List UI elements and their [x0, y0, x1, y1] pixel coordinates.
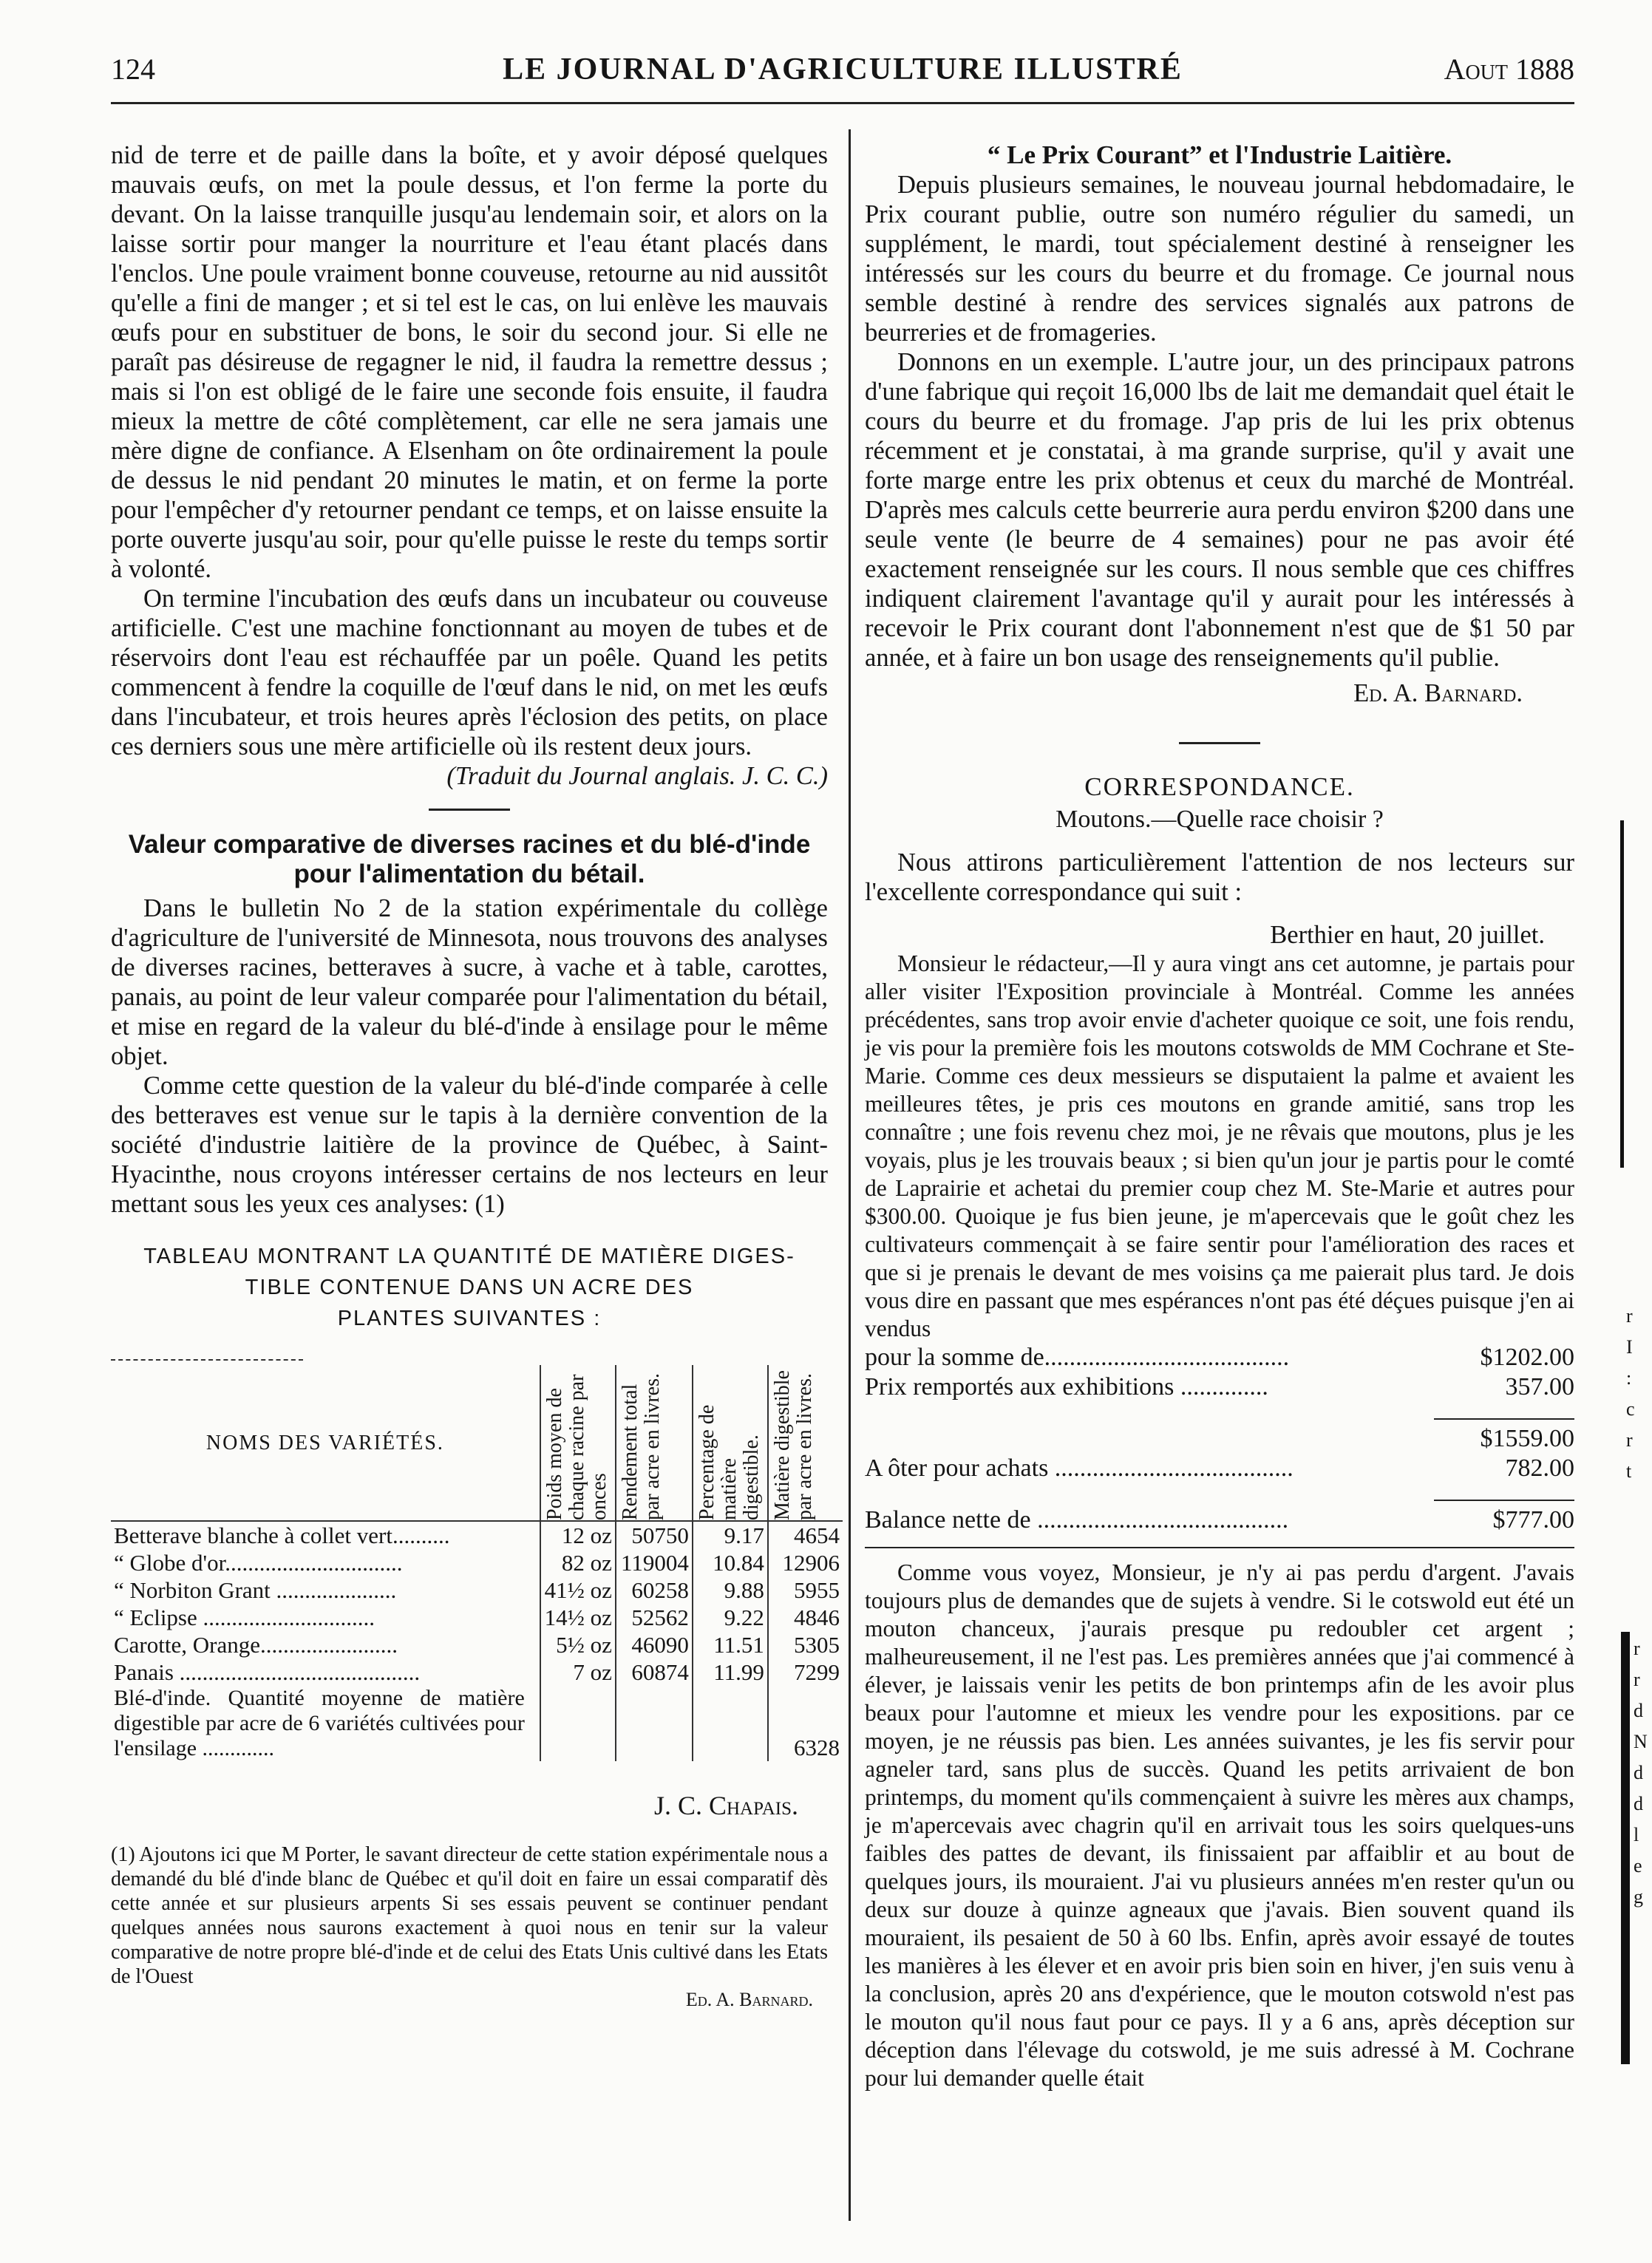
ledger-row-prizes	[865, 1372, 1574, 1402]
ledger-sales-amount: $1202.00	[1480, 1344, 1574, 1371]
cell-weight: 41½ oz	[540, 1576, 616, 1604]
ledger-sales-label: pour la somme de.......................................	[865, 1344, 1290, 1371]
cell-pct: 11.51	[693, 1631, 768, 1658]
table-title-line-3: PLANTES SUIVANTES :	[337, 1307, 602, 1330]
journal-title: LE JOURNAL D'AGRICULTURE ILLUSTRÉ	[503, 52, 1183, 86]
margin-fragment: N	[1634, 1731, 1648, 1752]
prix-courant-signature: Ed. A. Barnard.	[1353, 679, 1523, 707]
separator-rule	[429, 809, 510, 811]
table-title	[111, 1241, 828, 1334]
ledger-purchases-label: A ôter pour achats ......................................	[865, 1454, 1294, 1482]
header-digestible-text: Matière digestible par acre en livres.	[770, 1370, 816, 1520]
table-title-line-1: TABLEAU MONTRANT LA QUANTITÉ DE MATIÈRE DIGES-	[143, 1245, 795, 1268]
ledger-row-sales	[865, 1343, 1574, 1372]
margin-fragment: t	[1626, 1460, 1632, 1482]
letter-paragraph-2: Comme vous voyez, Monsieur, je n'y ai pas perdu d'argent. J'avais toujours plus de demandes que de sujets à vendre. Si le cotswold eut été un mouton chanceux, j'aurais presque pu redoubler cet argent ; malheureusement, il ne l'est pas. Les premières années que j'ai commencé à élever, je laissais venir les petits de bon printemps afin de les avoir plus beaux pour l'automne et mieux les vendre pour les expositions. par ce moyen, je ne réussis pas bien. Les années suivantes, je les fis servir pour agneler tard, sans plus de succès. Quand les petits arrivaient de bon printemps, du moment qu'ils commençaient à suivre les mères aux champs, je m'apercevais avec chagrin qu'il en arrivait tous les soirs quelques-uns faibles des pattes de devant, ils finissaient par affaiblir et au bout de quelques jours, ils mouraient. J'ai vu plusieurs années m'en rester qu'un ou deux sur douze à quinze agneaux que j'avais. Bien souvent quand ils mouraient, ils pesaient de 50 à 60 lbs. Enfin, après avoir essayé de toutes les manières à les élever et en avoir pris bien soin en hiver, j'en suis venu à la conclusion, après 20 ans d'expérience, que le mouton cotswold n'est pas le mouton qu'il nous faut pour ce pays. Il y a 6 ans, après déception sur déception dans l'élevage du cotswold, je me suis adressé à M. Cochrane pour lui demander quelle était	[865, 1559, 1574, 2091]
header-percentage	[693, 1365, 768, 1521]
corn-row-value: 6328	[768, 1686, 843, 1761]
ledger-row-purchases	[865, 1454, 1574, 1483]
ledger-prizes-label: Prix remportés aux exhibitions ..............	[865, 1373, 1268, 1401]
article-paragraph-1: Dans le bulletin No 2 de la station expérimentale du collège d'agriculture de l'université de Minnesota, nous trouvons des analyses de diverses racines, betteraves à sucre, à vache et à table, carottes, panais, au point de leur valeur comparée pour l'alimentation du bétail, et mise en regard de la valeur du blé-d'inde à ensilage pour le même objet.	[111, 894, 828, 1070]
cell-digestible: 4654	[768, 1521, 843, 1549]
margin-fragment: r	[1626, 1429, 1633, 1451]
ledger-prizes-amount: 357.00	[1505, 1373, 1574, 1401]
margin-fragment: r	[1626, 1305, 1633, 1327]
cell-yield: 46090	[616, 1631, 693, 1658]
cell-name: Carotte, Orange........................	[114, 1632, 398, 1658]
digestible-matter-table	[111, 1365, 843, 1761]
table-body	[111, 1521, 843, 1686]
cell-weight: 12 oz	[540, 1521, 616, 1549]
continuation-paragraph-1: nid de terre et de paille dans la boîte, et y avoir déposé quelques mauvais œufs, on met la poule dessus, et l'on ferme la porte du devant. On la laisse tranquille jusqu'au lendemain soir, et alors on la laisse sortir pour manger la nourriture et l'eau étant placés dans l'enclos. Une poule vraiment bonne couveuse, retourne au nid aussitôt qu'elle a fini de manger ; et si tel est le cas, on lui enlève les mauvais œufs pour en substituer de bons, le soir du second jour. Si elle ne paraît pas désireuse de regagner le nid, il faudra la remettre dessus ; mais si l'on est obligé de le faire une seconde fois ensuite, il faudra mieux la mettre de côté complètement, car elle ne sera jamais une mère digne de confiance. A Elsenham on ôte ordinairement la poule de dessus le nid pendant 20 minutes le matin, et on ferme la porte pour l'empêcher d'y retourner pendant ce temps, et on laisse ensuite la porte ouverte jusqu'au soir, pour qu'elle puisse le reste du temps sortir à volonté.	[111, 141, 828, 583]
cell-pct: 9.22	[693, 1604, 768, 1631]
footnote: (1) Ajoutons ici que M Porter, le savant directeur de cette station expérimentale nous a demandé du blé d'inde blanc de Québec et qu'il doit en faire un essai comparatif dès cette année et sur plusieurs arpents Si ses essais peuvent se continuer pendant quelques années nous saurons exactement à quoi nous en tenir sur la valeur comparative de notre propre blé-d'inde et de celui des Etats Unis cultivé dans les Etats de l'Ouest	[111, 1843, 828, 1988]
cell-digestible: 7299	[768, 1658, 843, 1686]
table-row	[111, 1658, 843, 1686]
article-title: Valeur comparative de diverses racines et du blé-d'inde pour l'alimentation du bétail.	[128, 830, 811, 888]
margin-fragment: e	[1634, 1855, 1642, 1876]
margin-fragment: r	[1634, 1669, 1640, 1690]
left-column	[111, 140, 840, 2011]
margin-bar	[1620, 820, 1624, 1168]
cell-digestible: 12906	[768, 1549, 843, 1576]
ledger-rule-3	[865, 1547, 1574, 1548]
cell-yield: 52562	[616, 1604, 693, 1631]
cell-weight: 7 oz	[540, 1658, 616, 1686]
footnote-signature: Ed. A. Barnard.	[685, 1989, 813, 2010]
header-weight-text: Poids moyen de chaque racine par onces	[543, 1374, 611, 1520]
cell-name: “ Eclipse ..............................	[114, 1604, 375, 1630]
ledger-balance-label: Balance nette de ........................................	[865, 1506, 1289, 1534]
cell-digestible: 5305	[768, 1631, 843, 1658]
header-yield	[616, 1365, 693, 1521]
article-signature: J. C. Chapais.	[653, 1791, 798, 1820]
margin-fragment: d	[1634, 1793, 1643, 1814]
cell-name: Betterave blanche à collet vert..........	[111, 1521, 540, 1549]
article-paragraph-2: Comme cette question de la valeur du blé-d'inde comparée à celle des betteraves est venue sur le tapis à la dernière convention de la société d'industrie laitière de la province de Québec, à Saint-Hyacinthe, nous croyons intéresser certains de nos lecteurs en leur mettant sous les yeux ces analyses: (1)	[111, 1072, 828, 1218]
cell-digestible: 5955	[768, 1576, 843, 1604]
margin-fragment: c	[1626, 1398, 1635, 1420]
table-title-line-2: TIBLE CONTENUE DANS UN ACRE DES	[245, 1276, 694, 1299]
cell-pct: 9.88	[693, 1576, 768, 1604]
cell-pct: 10.84	[693, 1549, 768, 1576]
letter-dateline: Berthier en haut, 20 juillet.	[1270, 921, 1545, 949]
continuation-paragraph-2: On termine l'incubation des œufs dans un incubateur ou couveuse artificielle. C'est une machine fonctionnant au moyen de tubes et de réservoirs dont l'eau est réchauffée par un poêle. Quand les petits commencent à fendre la coquille de l'œuf dans le nid, on met les œufs dans l'incubateur, et trois heures après l'éclosion des petits, on place ces derniers sous une mère artificielle où ils restent deux jours.	[111, 585, 828, 760]
table-row-corn	[111, 1686, 843, 1761]
header-rule	[111, 102, 1574, 104]
translation-credit: (Traduit du Journal anglais. J. C. C.)	[446, 762, 828, 790]
cell-weight: 14½ oz	[540, 1604, 616, 1631]
header-yield-text: Rendement total par acre en livres.	[618, 1373, 664, 1520]
header-varieties: NOMS DES VARIÉTÉS.	[205, 1431, 444, 1454]
cell-yield: 50750	[616, 1521, 693, 1549]
prix-courant-paragraph-1: Depuis plusieurs semaines, le nouveau journal hebdomadaire, le Prix courant publie, outre son numéro régulier du samedi, un supplément, le mardi, tout spécialement destiné à renseigner les intéressés sur les cours du beurre et du fromage. Ce journal nous semble destiné à rendre des services signalés aux patrons de beurreries et de fromageries.	[865, 171, 1574, 347]
sales-ledger	[865, 1343, 1574, 1548]
header-weight	[540, 1365, 616, 1521]
table-header-row	[111, 1365, 843, 1521]
margin-fragment: :	[1626, 1367, 1632, 1389]
prix-courant-title: “ Le Prix Courant” et l'Industrie Laitière.	[987, 140, 1452, 169]
cell-weight: 82 oz	[540, 1549, 616, 1576]
margin-fragments-lower	[1634, 1633, 1652, 1913]
cell-pct: 11.99	[693, 1658, 768, 1686]
cell-pct: 9.17	[693, 1521, 768, 1549]
table-row	[111, 1521, 843, 1549]
correspondance-subtitle: Moutons.—Quelle race choisir ?	[1056, 806, 1384, 833]
table-row	[111, 1549, 843, 1576]
ledger-rule-1	[1434, 1418, 1574, 1420]
page-number: 124	[111, 52, 155, 86]
correspondance-title: CORRESPONDANCE.	[1084, 772, 1355, 801]
ledger-balance-amount: $777.00	[1492, 1506, 1574, 1534]
cell-weight: 5½ oz	[540, 1631, 616, 1658]
cell-name: Panais ..........................................	[114, 1659, 421, 1685]
right-column	[865, 140, 1574, 2092]
cell-yield: 60874	[616, 1658, 693, 1686]
margin-block	[1621, 1632, 1630, 2064]
table-row	[111, 1576, 843, 1604]
cell-yield: 60258	[616, 1576, 693, 1604]
table-row	[111, 1604, 843, 1631]
margin-fragment: I	[1626, 1336, 1633, 1358]
correspondance-intro: Nous attirons particulièrement l'attention de nos lecteurs sur l'excellente correspondance qui suit :	[865, 848, 1574, 906]
margin-fragment: d	[1634, 1762, 1643, 1783]
page-header	[111, 44, 1574, 89]
margin-fragment: d	[1634, 1700, 1643, 1721]
cell-yield: 119004	[616, 1549, 693, 1576]
margin-fragments-upper	[1626, 1301, 1648, 1487]
table-top-rule	[111, 1359, 303, 1361]
cell-name: “ Globe d'or...............................	[114, 1550, 403, 1576]
prix-courant-paragraph-2: Donnons en un exemple. L'autre jour, un des principaux patrons d'une fabrique qui reçoit 16,000 lbs de lait me demandait quel était le cours du beurre et du fromage. J'ap pris de lui les prix obtenus récemment et je constatai, à ma grande surprise, qu'il y avait une forte marge entre les prix obtenus et ceux du marché de Montréal. D'après mes calculs cette beurrerie aura perdu environ $200 dans une seule vente (le beurre de 4 semaines) pour ne pas avoir été exactement renseignée sur les cours. Il nous semble que ces chiffres indiquent clairement l'avantage qu'il y aurait pour les intéressés à recevoir le Prix courant dont l'abonnement n'est que de $1 50 par année, et à faire un bon usage des renseignements qu'il publie.	[865, 348, 1574, 672]
cell-digestible: 4846	[768, 1604, 843, 1631]
ledger-row-balance	[865, 1505, 1574, 1535]
letter-paragraph-1: Monsieur le rédacteur,—Il y aura vingt ans cet automne, je partais pour aller visiter l'Exposition provinciale à Montréal. Comme les années précédentes, sans trop avoir envie d'acheter quoique ce soit, une fois rendu, je vis pour la première fois les moutons cotswolds de MM Cochrane et Ste-Marie. Comme ces deux messieurs se disputaient la palme et avaient les meilleures têtes, je pris ces moutons en grande amitié, sans trop les connaître ; une fois revenu chez moi, je ne rêvais que moutons, plus je les voyais, plus je les trouvais beaux ; si bien qu'un jour je partis pour le comté de Laprairie et achetai du premier coup chez M. Ste-Marie et autres pour $300.00. Quoique je fus bien jeune, je m'apercevais que le goût chez les cultivateurs commençait à se faire sentir pour l'amélioration des races et que si je prenais le devant de mes voisins ça me paierait plus tard. Je dois vous dire en passant que mes espérances n'ont pas été déçues puisque j'en ai vendus	[865, 950, 1574, 1341]
table-row	[111, 1631, 843, 1658]
ledger-rule-2	[1434, 1500, 1574, 1501]
header-percentage-text: Percentage de matière digestible.	[695, 1404, 763, 1520]
column-divider	[849, 129, 851, 2221]
margin-fragment: r	[1634, 1638, 1640, 1659]
margin-fragment: g	[1634, 1886, 1643, 1908]
corn-row-text: Blé-d'inde. Quantité moyenne de matière digestible par acre de 6 variétés cultivées pour l'ensilage .............	[114, 1686, 525, 1760]
ledger-row-subtotal	[865, 1424, 1574, 1454]
issue-date: Aout 1888	[1444, 52, 1574, 86]
header-digestible	[768, 1365, 843, 1521]
ledger-purchases-amount: 782.00	[1505, 1454, 1574, 1482]
separator-rule-2	[1179, 742, 1260, 744]
margin-fragment: l	[1634, 1824, 1639, 1845]
ledger-subtotal: $1559.00	[1480, 1425, 1574, 1452]
cell-name: “ Norbiton Grant .....................	[114, 1577, 397, 1603]
